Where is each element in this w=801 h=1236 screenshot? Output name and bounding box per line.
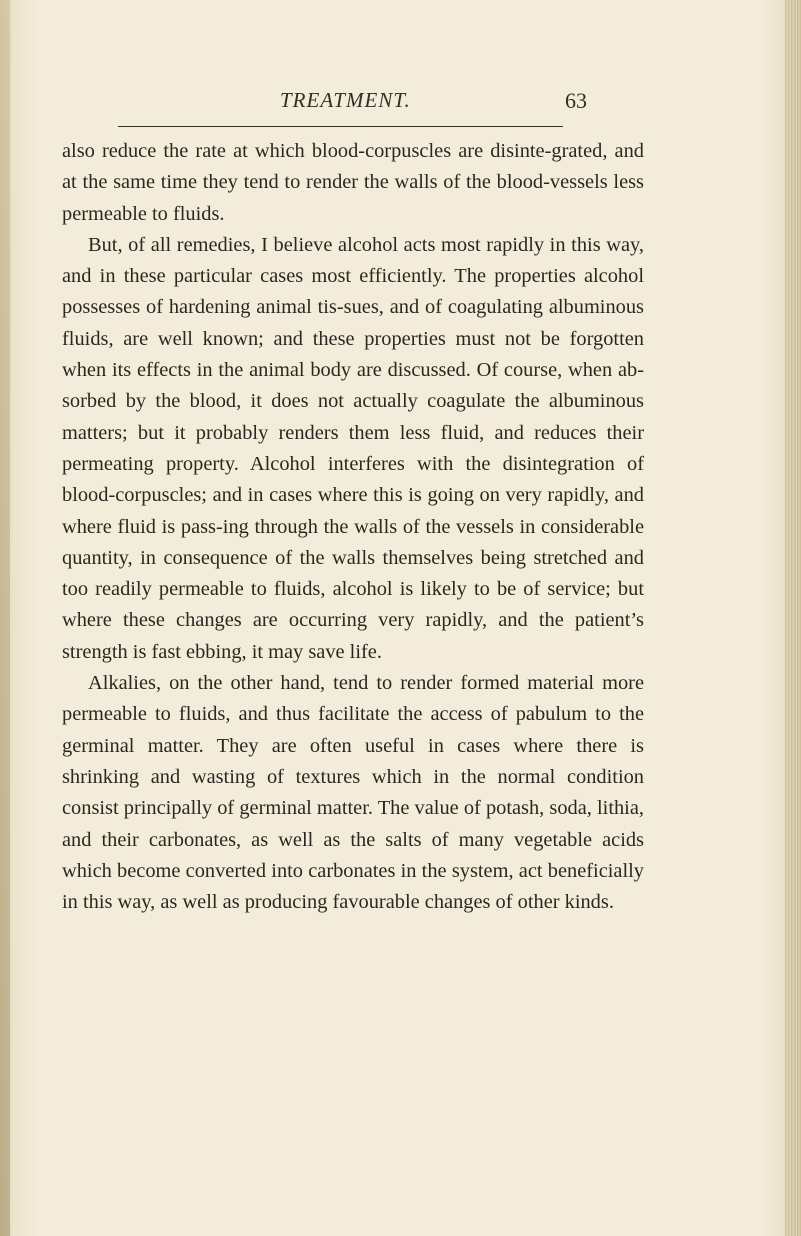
page-right-edge bbox=[785, 0, 801, 1236]
header-rule bbox=[118, 126, 563, 127]
paragraph: Alkalies, on the other hand, tend to render formed material more permeable to fluids, and thus facilitate the access of pabulum to the germinal matter. They are often useful in cases where there is shrinking and wasting of textures which in the normal condition consist principally of germinal matter. The value of potash, soda, lithia, and their carbonates, as well as the salts of many vegetable acids which become converted into carbonates in the system, act beneficially in this way, as well as producing favourable changes of other kinds. bbox=[62, 672, 644, 914]
paragraph: But, of all remedies, I believe alcohol acts most rapidly in this way, and in these particular cases most efficiently. The properties alcohol possesses of hardening animal tis-sues, and of coagulating albuminous fluids, are well known; and these properties must not be forgotten when its effects in the animal body are discussed. Of course, when ab-sorbed by the blood, it does not actually coagulate the albuminous matters; but it probably renders them less fluid, and reduces their permeating property. Alcohol interferes with the disintegration of blood-corpuscles; and in cases where this is going on very rapidly, and where fluid is pass-ing through the walls of the vessels in considerable quantity, in consequence of the walls themselves being stretched and too readily permeable to fluids, alcohol is likely to be of service; but where these changes are occurring very rapidly, and the patient’s strength is fast ebbing, it may save life. bbox=[62, 233, 644, 663]
page-number: 63 bbox=[565, 88, 587, 113]
page-left-edge bbox=[0, 0, 10, 1236]
page-header bbox=[60, 88, 725, 118]
running-head: TREATMENT. bbox=[280, 88, 411, 112]
paragraph: also reduce the rate at which blood-corpuscles are disinte-grated, and at the same time they tend to render the walls of the blood-vessels less permeable to fluids. bbox=[62, 140, 644, 225]
body-text bbox=[62, 136, 644, 918]
